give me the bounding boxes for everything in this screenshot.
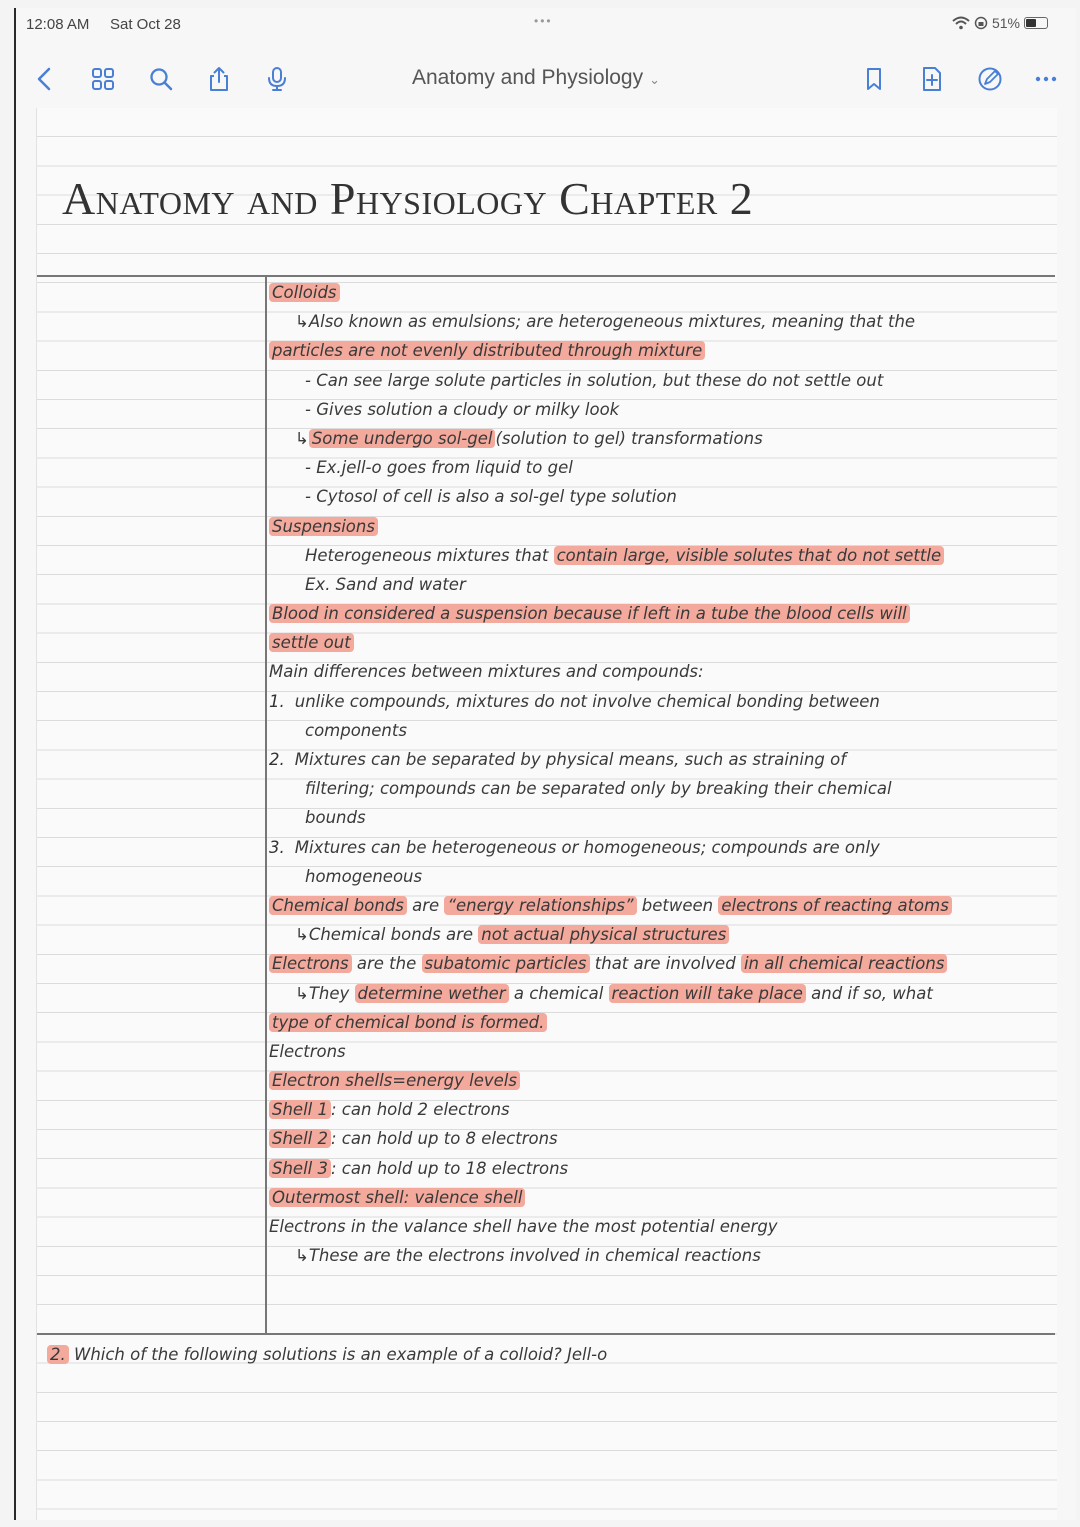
- note-line: Shell 2 : can hold up to 8 electrons: [269, 1124, 1049, 1153]
- note-line: components: [305, 720, 407, 740]
- highlight: subatomic particles: [422, 954, 590, 973]
- highlight: particles are not evenly distributed through mixture: [269, 341, 705, 360]
- note-line: [269, 336, 1049, 365]
- summary-number: 2.: [47, 1345, 69, 1364]
- note-line: [269, 599, 1049, 628]
- note-page[interactable]: [36, 108, 1057, 1520]
- cornell-summary-rule: [37, 1333, 1055, 1335]
- highlight: Shell 1: [269, 1100, 331, 1119]
- highlight: in all chemical reactions: [741, 954, 947, 973]
- arrow-icon: ↳: [295, 312, 309, 332]
- orientation-lock-icon: [974, 16, 988, 30]
- battery-percent: 51%: [991, 15, 1020, 31]
- highlight: Shell 2: [269, 1129, 331, 1148]
- note-line: ↳Also known as emulsions; are heterogeneous mixtures, meaning that the: [295, 312, 916, 332]
- summary-text: Which of the following solutions is an example of a colloid? Jell-o: [74, 1345, 608, 1364]
- note-line: Electrons are the subatomic particles that are involved in all chemical reactions: [269, 949, 1049, 978]
- share-icon[interactable]: [204, 64, 234, 94]
- note-line: Shell 1 : can hold 2 electrons: [269, 1095, 1049, 1124]
- bookmark-icon[interactable]: [859, 64, 889, 94]
- note-line: Heterogeneous mixtures that contain large, visible solutes that do not settle: [269, 541, 1049, 570]
- add-page-icon[interactable]: [917, 64, 947, 94]
- highlight: settle out: [269, 633, 354, 652]
- note-line: [269, 628, 1049, 657]
- highlight: Electron shells=energy levels: [269, 1071, 520, 1090]
- highlight: reaction will take place: [609, 984, 806, 1003]
- note-line: Electrons: [269, 1041, 346, 1061]
- highlight: determine wether: [355, 984, 509, 1003]
- arrow-icon: ↳: [295, 983, 309, 1003]
- note-line: Shell 3 : can hold up to 18 electrons: [269, 1154, 1049, 1183]
- highlight: contain large, visible solutes that do not settle: [554, 546, 945, 565]
- note-line: [269, 1008, 1049, 1037]
- status-time: 12:08 AM: [26, 16, 90, 33]
- highlight: Suspensions: [269, 517, 378, 536]
- pencil-circle-icon[interactable]: [975, 64, 1005, 94]
- note-line: homogeneous: [305, 866, 423, 886]
- chevron-down-icon: ⌄: [649, 72, 661, 87]
- note-line: - Cytosol of cell is also a sol-gel type solution: [305, 487, 677, 507]
- highlight: type of chemical bond is formed.: [269, 1013, 547, 1032]
- note-line: [269, 1066, 1049, 1095]
- highlight: Electrons: [269, 954, 352, 973]
- cornell-top-rule: [37, 275, 1055, 277]
- microphone-icon[interactable]: [262, 64, 292, 94]
- wifi-icon: [952, 16, 970, 30]
- arrow-icon: ↳: [295, 1246, 309, 1266]
- note-line: ↳ Some undergo sol-gel (solution to gel) transformations: [295, 428, 763, 448]
- summary-section: [47, 1340, 1047, 1369]
- more-icon[interactable]: [1031, 64, 1061, 94]
- list-number: 3.: [269, 837, 285, 857]
- note-line: Main differences between mixtures and compounds:: [269, 662, 704, 682]
- note-line: filtering; compounds can be separated only by breaking their chemical: [305, 779, 892, 799]
- highlight: Chemical bonds: [269, 896, 407, 915]
- highlight: electrons of reacting atoms: [718, 896, 951, 915]
- status-bar: [16, 8, 1076, 42]
- multitasking-dots[interactable]: •••: [534, 14, 553, 28]
- tablet-screen: [14, 8, 1076, 1520]
- highlight: Blood in considered a suspension because if left in a tube the blood cells will: [269, 604, 910, 623]
- highlight: Outermost shell: valence shell: [269, 1188, 525, 1207]
- highlight: Shell 3: [269, 1159, 331, 1178]
- note-line: 2. Mixtures can be separated by physical means, such as straining of: [269, 750, 847, 769]
- arrow-icon: ↳: [295, 925, 309, 945]
- note-line: - Ex.jell-o goes from liquid to gel: [305, 458, 573, 478]
- highlight: not actual physical structures: [478, 925, 729, 944]
- list-number: 1.: [269, 691, 285, 711]
- document-title: Anatomy and Physiology: [411, 66, 644, 89]
- note-line: 1. unlike compounds, mixtures do not involve chemical bonding between: [269, 691, 880, 711]
- note-line: ↳They determine wether a chemical reaction will take place and if so, what: [295, 983, 933, 1003]
- battery-icon: [1024, 17, 1048, 29]
- arrow-icon: ↳: [295, 428, 309, 448]
- cornell-cue-column-rule: [265, 275, 267, 1333]
- note-line: Electrons in the valance shell have the most potential energy: [269, 1217, 778, 1236]
- notes-column: [269, 278, 1049, 1270]
- list-number: 2.: [269, 750, 285, 769]
- note-line: [269, 1183, 1049, 1212]
- document-title-menu[interactable]: [376, 66, 696, 90]
- highlight: Some undergo sol-gel: [309, 429, 496, 448]
- note-line: 3. Mixtures can be heterogeneous or homogeneous; compounds are only: [269, 837, 880, 857]
- note-line: bounds: [305, 808, 366, 828]
- back-icon[interactable]: [30, 64, 60, 94]
- note-line: ↳Chemical bonds are not actual physical structures: [269, 920, 1049, 949]
- note-line: Ex. Sand and water: [305, 574, 466, 594]
- highlight: Colloids: [269, 283, 340, 302]
- note-line: Chemical bonds are “energy relationships” between electrons of reacting atoms: [269, 891, 1049, 920]
- note-line: [269, 278, 1049, 307]
- status-indicators: [952, 15, 1048, 31]
- highlight: “energy relationships”: [444, 896, 636, 915]
- note-line: - Gives solution a cloudy or milky look: [305, 399, 620, 419]
- status-date: Sat Oct 28: [110, 16, 181, 33]
- note-line: ↳These are the electrons involved in chemical reactions: [295, 1246, 761, 1266]
- note-line: [269, 512, 1049, 541]
- note-line: - Can see large solute particles in solution, but these do not settle out: [305, 370, 884, 390]
- toolbar: [16, 52, 1076, 104]
- grid-icon[interactable]: [88, 64, 118, 94]
- search-icon[interactable]: [146, 64, 176, 94]
- page-title: Anatomy and Physiology Chapter 2: [62, 173, 754, 224]
